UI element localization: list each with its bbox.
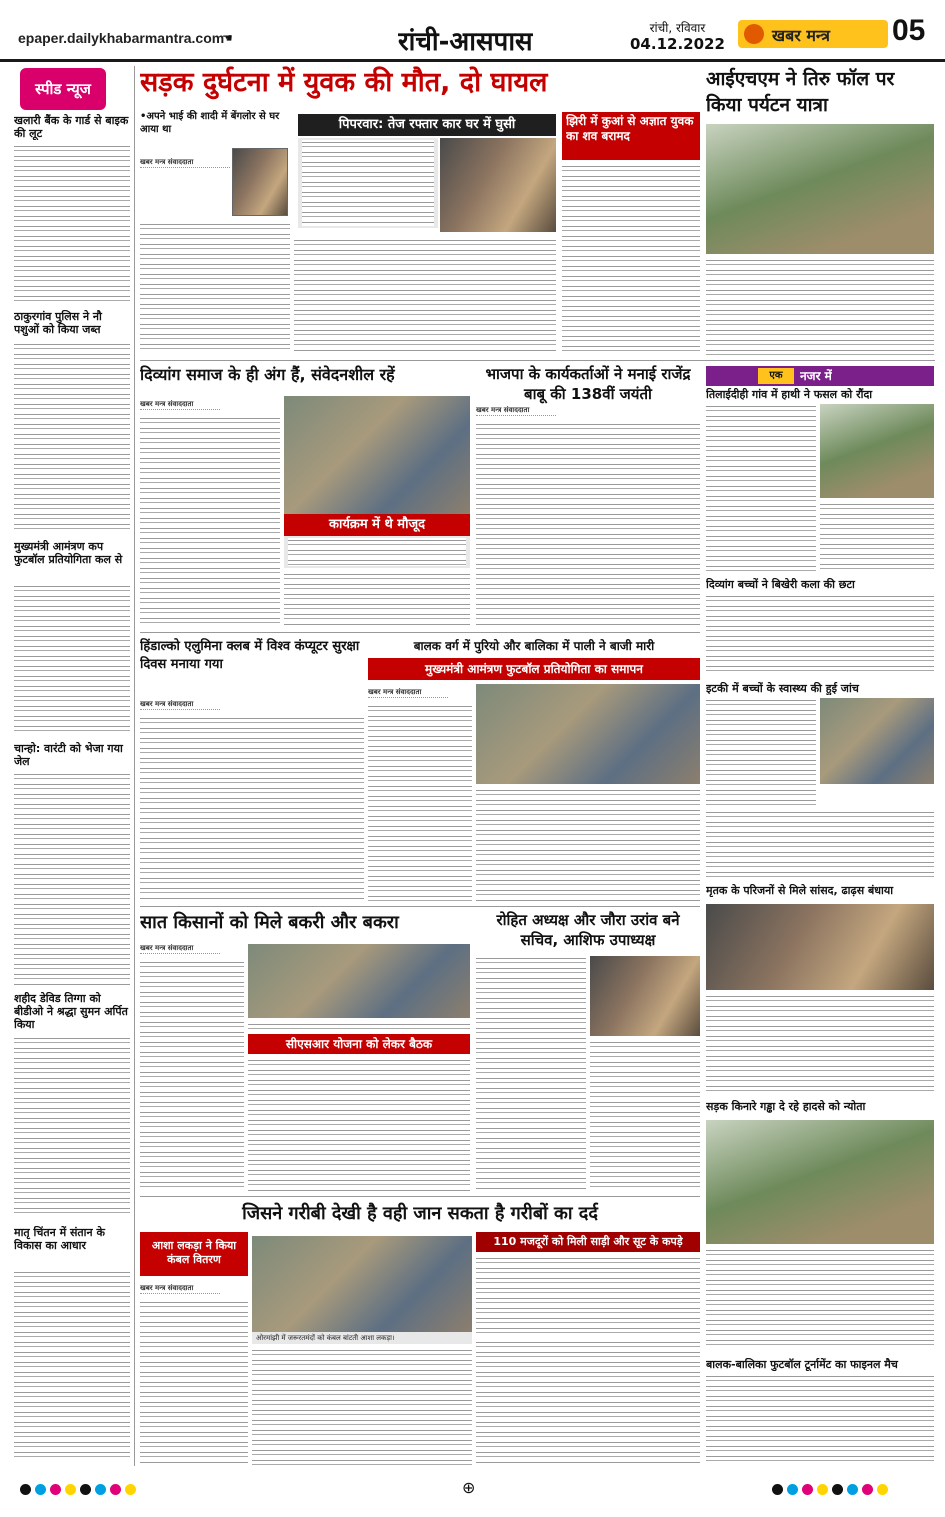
photo-caption bbox=[284, 536, 470, 568]
najar-story-title: दिव्यांग बच्चों ने बिखेरी कला की छटा bbox=[706, 578, 855, 591]
najar-story-title: सड़क किनारे गड्ढा दे रहे हादसे को न्योता bbox=[706, 1100, 866, 1113]
byline: खबर मन्त्र संवाददाता bbox=[368, 688, 448, 698]
story-body bbox=[248, 1058, 470, 1192]
mp-visit-photo bbox=[706, 904, 934, 990]
speed-news-badge: स्पीड न्यूज bbox=[20, 68, 106, 110]
story-body bbox=[706, 810, 934, 880]
csr-banner: सीएसआर योजना को लेकर बैठक bbox=[248, 1034, 470, 1054]
story-body bbox=[294, 238, 556, 354]
rohit-headline: रोहित अध्यक्ष और जौरा उरांव बने सचिव, आशिफ उपाध्यक्ष bbox=[496, 911, 680, 949]
byline: खबर मन्त्र संवाददाता bbox=[140, 1284, 220, 1294]
city-day: रांची, रविवार bbox=[649, 21, 706, 35]
najar-story-title: बालक-बालिका फुटबॉल टूर्नामेंट का फाइनल मैच bbox=[706, 1358, 898, 1371]
lead-subhead: •अपने भाई की शादी में बेंगलोर से घर आया था bbox=[140, 111, 280, 135]
page-number: 05 bbox=[892, 14, 926, 47]
section-rule bbox=[140, 1196, 700, 1197]
election-meeting-photo bbox=[590, 956, 700, 1036]
blanket-banner: आशा लकड़ा ने किया कंबल वितरण bbox=[140, 1232, 248, 1276]
ihm-headline: आईएचएम ने तिरु फॉल पर किया पर्यटन यात्रा bbox=[706, 68, 895, 116]
dateline bbox=[630, 20, 725, 53]
footer-color-dots-left bbox=[20, 1480, 140, 1499]
blanket-distribution-photo bbox=[252, 1236, 472, 1332]
story-body bbox=[248, 1022, 470, 1032]
hindalco-headline: हिंडाल्को एलुमिना क्लब में विश्व कंप्यूटर सुरक्षा दिवस मनाया गया bbox=[140, 639, 360, 672]
story-body bbox=[368, 704, 472, 902]
story-body bbox=[706, 1374, 934, 1466]
story-body bbox=[252, 1348, 472, 1466]
garibi-headline: जिसने गरीबी देखी है वही जान सकता है गरीबों का दर्द bbox=[242, 1203, 598, 1224]
column-rule bbox=[134, 66, 135, 1466]
photo-caption-bar: पिपरवार: तेज रफ्तार कार घर में घुसी bbox=[298, 114, 556, 136]
section-title: रांची-आसपास bbox=[398, 27, 533, 57]
najar-story-title: मृतक के परिजनों से मिले सांसद, ढाढ़स बंधाया bbox=[706, 884, 894, 897]
story-body bbox=[476, 1340, 700, 1466]
story-body bbox=[14, 1036, 130, 1216]
masthead bbox=[0, 0, 945, 62]
epaper-url[interactable]: epaper.dailykhabarmantra.com bbox=[18, 30, 225, 46]
story-body bbox=[820, 502, 934, 574]
health-camp-photo bbox=[820, 698, 934, 784]
football-team-photo bbox=[476, 684, 700, 784]
victim-photo bbox=[232, 148, 288, 216]
cursor-icon: ☚ bbox=[222, 31, 233, 45]
byline: खबर मन्त्र संवाददाता bbox=[140, 158, 230, 168]
footer-color-dots-right bbox=[772, 1480, 892, 1499]
section-rule bbox=[140, 906, 700, 907]
divyang-headline: दिव्यांग समाज के ही अंग हैं, संवेदनशील रहें bbox=[140, 365, 395, 384]
story-title: ठाकुरगांव पुलिस ने नौ पशुओं को किया जब्त bbox=[14, 310, 102, 336]
football-headline: बालक वर्ग में पुरियो और बालिका में पाली ने बाजी मारी bbox=[413, 639, 655, 653]
story-body bbox=[284, 572, 470, 626]
speed-news-column bbox=[14, 66, 130, 1466]
ihm-group-photo bbox=[706, 124, 934, 254]
lead-headline: सड़क दुर्घटना में युवक की मौत, दो घायल bbox=[140, 67, 548, 98]
road-pothole-photo bbox=[706, 1120, 934, 1244]
jhiri-headline-box bbox=[562, 112, 700, 160]
photo-caption-bar: कार्यक्रम में थे मौजूद bbox=[284, 514, 470, 536]
story-body bbox=[14, 144, 130, 304]
story-title: चान्हो: वारंटी को भेजा गया जेल bbox=[14, 742, 123, 768]
story-body bbox=[476, 422, 700, 628]
story-body bbox=[14, 342, 130, 532]
story-body bbox=[14, 1270, 130, 1460]
story-title: मुख्यमंत्री आमंत्रण कप फुटबॉल प्रतियोगिता कल से bbox=[14, 540, 123, 566]
story-body bbox=[14, 584, 130, 734]
photo-caption: ओरमांझी में जरूरतमंदों को कंबल बांटती आशा लकड़ा। bbox=[252, 1332, 472, 1344]
car-accident-photo bbox=[440, 138, 556, 232]
najar-tag: एक bbox=[758, 368, 794, 384]
ek-najar-header bbox=[706, 366, 934, 386]
story-body bbox=[476, 1256, 700, 1336]
date: 04.12.2022 bbox=[630, 35, 725, 53]
story-body bbox=[706, 594, 934, 676]
story-body bbox=[706, 994, 934, 1094]
registration-mark-icon: ⊕ bbox=[462, 1478, 476, 1497]
story-body bbox=[140, 1300, 248, 1466]
labour-banner: 110 मजदूरों को मिली साड़ी और सूट के कपड़े bbox=[476, 1232, 700, 1252]
byline: खबर मन्त्र संवाददाता bbox=[140, 700, 220, 710]
brand-logo: खबर मन्त्र bbox=[738, 20, 888, 48]
kisan-headline: सात किसानों को मिले बकरी और बकरा bbox=[140, 912, 399, 933]
najar-story-title: इटकी में बच्चों के स्वास्थ्य की हुई जांच bbox=[706, 682, 859, 695]
story-body bbox=[706, 1248, 934, 1350]
story-body bbox=[476, 788, 700, 902]
story-body bbox=[706, 698, 816, 808]
section-rule bbox=[140, 632, 700, 633]
story-body bbox=[14, 772, 130, 986]
story-body bbox=[140, 416, 280, 626]
story-body bbox=[706, 258, 934, 356]
story-body bbox=[476, 956, 586, 1192]
byline: खबर मन्त्र संवाददाता bbox=[476, 406, 556, 416]
goat-distribution-photo bbox=[248, 944, 470, 1018]
jhiri-headline: झिरी में कुआं से अज्ञात युवक का शव बरामद bbox=[566, 114, 694, 143]
story-title: शहीद डेविड तिग्गा को बीडीओ ने श्रद्धा सुमन अर्पित किया bbox=[14, 992, 128, 1031]
story-body bbox=[140, 716, 364, 902]
story-title: मातृ चिंतन में संतान के विकास का आधार bbox=[14, 1226, 105, 1252]
section-rule bbox=[140, 360, 935, 361]
story-body bbox=[706, 404, 816, 574]
photo-caption bbox=[298, 138, 438, 228]
story-body bbox=[562, 164, 700, 354]
byline: खबर मन्त्र संवाददाता bbox=[140, 944, 220, 954]
story-title: खलारी बैंक के गार्ड से बाइक की लूट bbox=[14, 114, 129, 140]
najar-story-title: तिलाईदीही गांव में हाथी ने फसल को रौंदा bbox=[706, 388, 873, 401]
bjp-headline: भाजपा के कार्यकर्ताओं ने मनाई राजेंद्र बाबू की 138वीं जयंती bbox=[485, 365, 691, 403]
story-body bbox=[140, 222, 290, 354]
football-banner: मुख्यमंत्री आमंत्रण फुटबॉल प्रतियोगिता का समापन bbox=[368, 658, 700, 680]
najar-tag: नजर में bbox=[800, 369, 832, 383]
elephant-photo bbox=[820, 404, 934, 498]
divyang-event-photo bbox=[284, 396, 470, 514]
story-body bbox=[590, 1040, 700, 1192]
byline: खबर मन्त्र संवाददाता bbox=[140, 400, 220, 410]
story-body bbox=[140, 960, 244, 1192]
